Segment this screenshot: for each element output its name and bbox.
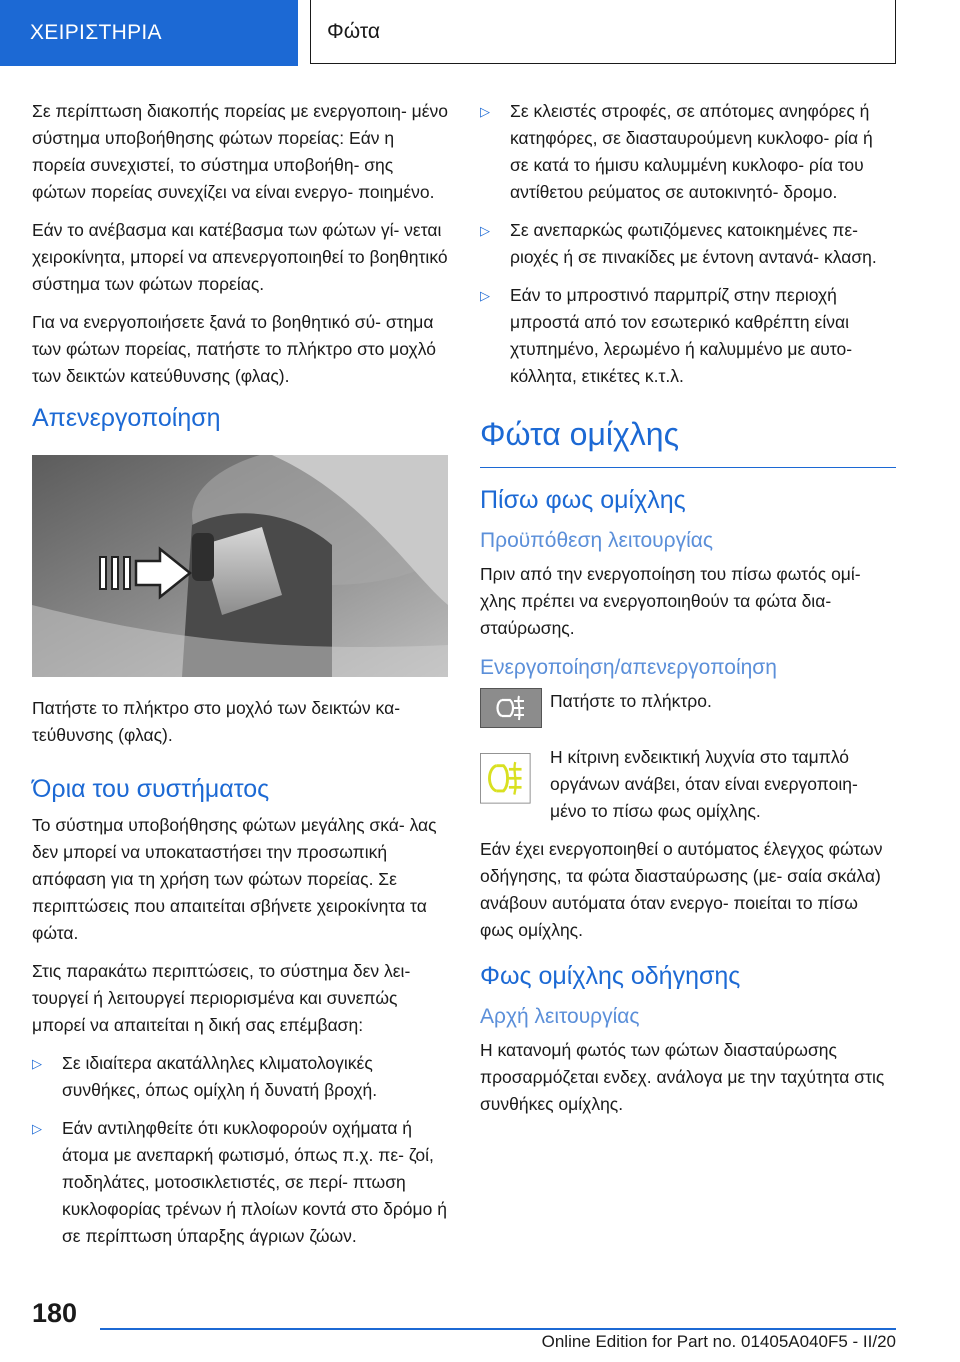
list-item: ▷ Σε κλειστές στροφές, σε απότομες ανηφόρες ή κατηφόρες, σε διασταυρούμενη κυκλοφο- ρία ή σε κατά το ήμισυ καλυμμένη κυκλοφο- ρία του αντίθετου ρεύματος σε αυτοκινητό- δρομο. bbox=[480, 98, 896, 206]
triangle-bullet-icon: ▷ bbox=[480, 223, 490, 238]
list-item: ▷ Σε ιδιαίτερα ακατάλληλες κλιματολογικές συνθήκες, όπως ομίχλη ή δυνατή βροχή. bbox=[32, 1050, 448, 1104]
paragraph: Εάν έχει ενεργοποιηθεί ο αυτόματος έλεγχος φώτων οδήγησης, τα φώτα διασταύρωσης (με- σαία σκάλα) ανάβουν αυτόματα όταν ενεργο- ποιείται το πίσω φως ομίχλης. bbox=[480, 839, 883, 940]
left-column bbox=[32, 98, 448, 1261]
turn-signal-lever-photo bbox=[32, 455, 448, 677]
paragraph: Στις παρακάτω περιπτώσεις, το σύστημα δεν λει- τουργεί ή λειτουργεί περιορισμένα και συνεπώς μπορεί να απαιτείται η δική σας επέμβαση: bbox=[32, 961, 411, 1035]
list-item: ▷ Εάν αντιληφθείτε ότι κυκλοφορούν οχήματα ή άτομα με ανεπαρκή φωτισμό, όπως π.χ. πε- ζοί, ποδηλάτες, μοτοσικλετιστές, σε περί- πτωση κυκλοφορίας τρένων ή πλοίων κοντά στο δρόμο ή σε περίπτωση ύπαρξης άγριων ζώων. bbox=[32, 1115, 448, 1250]
paragraph: Για να ενεργοποιήσετε ξανά το βοηθητικό σύ- στημα των φώτων πορείας, πατήστε το πλήκτρο στο μοχλό των δεικτών κατεύθυνσης (φλας). bbox=[32, 312, 436, 386]
triangle-bullet-icon: ▷ bbox=[480, 288, 490, 303]
bullet-list bbox=[480, 98, 896, 390]
triangle-bullet-icon: ▷ bbox=[480, 104, 490, 119]
list-item: ▷ Σε ανεπαρκώς φωτιζόμενες κατοικημένες πε- ριοχές ή σε πινακίδες με έντονη αντανά- κλαση. bbox=[480, 217, 896, 271]
triangle-bullet-icon: ▷ bbox=[32, 1056, 42, 1071]
heading-principle: Αρχή λειτουργίας bbox=[480, 1005, 640, 1028]
photo-caption: Πατήστε το πλήκτρο στο μοχλό των δεικτών κα- τεύθυνσης (φλας). bbox=[32, 698, 401, 745]
heading-fog-lights: Φώτα ομίχλης bbox=[480, 416, 896, 468]
edition-text[interactable]: Online Edition for Part no. 01405A040F5 - II/20 bbox=[541, 1332, 896, 1351]
triangle-bullet-icon: ▷ bbox=[32, 1121, 42, 1136]
heading-driving-fog-light: Φως ομίχλης οδήγησης bbox=[480, 962, 741, 990]
heading-deactivation: Απενεργοποίηση bbox=[32, 404, 221, 432]
bullet-list bbox=[32, 1050, 448, 1250]
button-instruction bbox=[480, 688, 896, 736]
rear-fog-light-button-icon bbox=[480, 688, 542, 728]
section-tab[interactable]: Φώτα bbox=[310, 0, 896, 64]
paragraph: Το σύστημα υποβοήθησης φώτων μεγάλης σκά- λας δεν μπορεί να υποκαταστήσει την προσωπική απόφαση για τη χρήση των φώτων πορείας. Σε περιπτώσεις που απαιτείται σβήνετε χειροκίνητα τα φώτα. bbox=[32, 815, 437, 943]
button-instruction-text: Πατήστε το πλήκτρο. bbox=[550, 691, 712, 711]
heading-rear-fog-light: Πίσω φως ομίχλης bbox=[480, 486, 686, 514]
indicator-instruction-text: Η κίτρινη ενδεικτική λυχνία στο ταμπλό οργάνων ανάβει, όταν είναι ενεργοποιη- μένο το πίσω φως ομίχλης. bbox=[550, 747, 858, 821]
paragraph: Η κατανομή φωτός των φώτων διασταύρωσης προσαρμόζεται ενδεχ. ανάλογα με την ταχύτητα στις συνθήκες ομίχλης. bbox=[480, 1040, 885, 1114]
indicator-instruction bbox=[480, 744, 896, 828]
rear-fog-light-indicator-icon bbox=[480, 750, 536, 812]
page-header bbox=[0, 0, 960, 66]
heading-on-off: Ενεργοποίηση/απενεργοποίηση bbox=[480, 656, 777, 679]
heading-system-limits: Όρια του συστήματος bbox=[32, 775, 270, 803]
footer-divider bbox=[100, 1328, 896, 1330]
page-number: 180 bbox=[32, 1298, 78, 1328]
paragraph: Πριν από την ενεργοποίηση του πίσω φωτός ομί- χλης πρέπει να ενεργοποιηθούν τα φώτα δια- σταύρωσης. bbox=[480, 564, 861, 638]
heading-prerequisite: Προϋπόθεση λειτουργίας bbox=[480, 529, 714, 552]
right-column bbox=[480, 98, 896, 1129]
paragraph: Σε περίπτωση διακοπής πορείας με ενεργοποιη- μένο σύστημα υποβοήθησης φώτων πορείας: Εάν η πορεία συνεχιστεί, το σύστημα υποβοήθη- σης φώτων πορείας συνεχίζει να είναι ενεργο- ποιημένο. bbox=[32, 101, 449, 202]
chapter-tab[interactable]: ΧΕΙΡΙΣΤΗΡΙΑ bbox=[0, 0, 298, 66]
paragraph: Εάν το ανέβασμα και κατέβασμα των φώτων γί- νεται χειροκίνητα, μπορεί να απενεργοποιηθεί το βοηθητικό σύστημα των φώτων πορείας. bbox=[32, 220, 448, 294]
list-item: ▷ Εάν το μπροστινό παρμπρίζ στην περιοχή μπροστά από τον εσωτερικό καθρέπτη είναι χτυπημένο, λερωμένο ή καλυμμένο με αυτο- κόλλητα, ετικέτες κ.τ.λ. bbox=[480, 282, 896, 390]
